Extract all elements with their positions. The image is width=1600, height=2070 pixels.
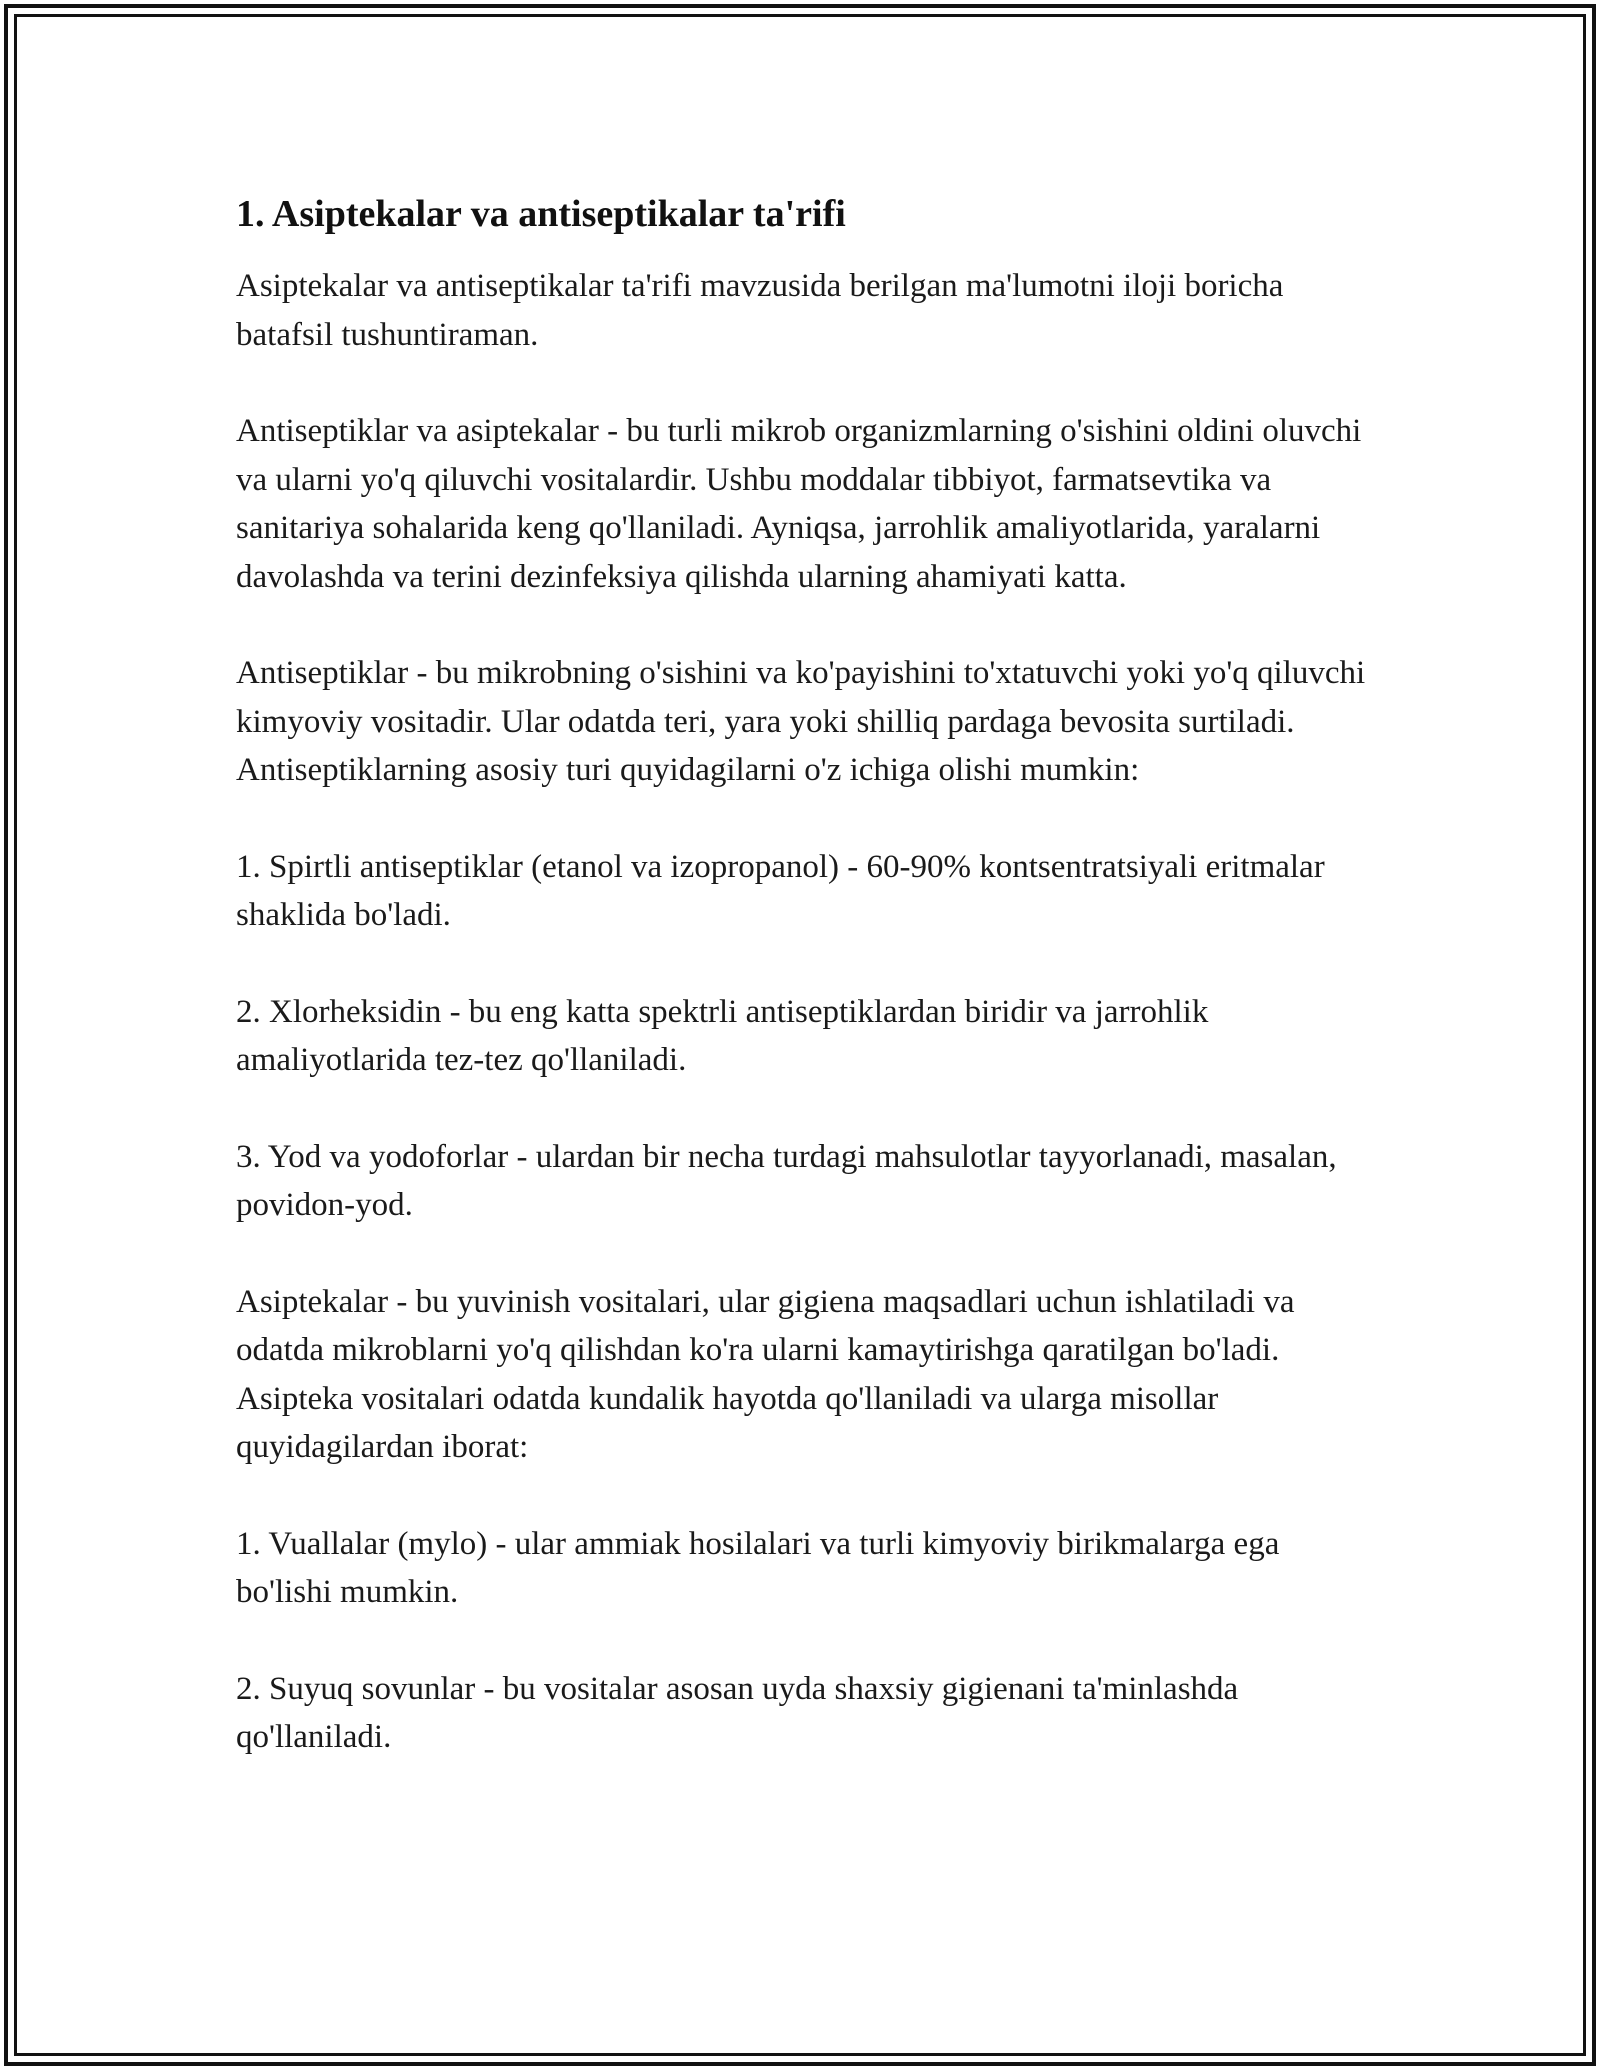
document-title: 1. Asiptekalar va antiseptikalar ta'rifi [236, 193, 846, 235]
paragraph-definition: Antiseptiklar va asiptekalar - bu turli mikrob organizmlarning o'sishini oldini oluvchi va ularni yo'q qiluvchi vositalardir. Ushbu moddalar tibbiyot, farmatsevtika va sanitariya sohalarida keng qo'llaniladi. Ayniqsa, jarrohlik amaliyotlarida, yaralarni davolashda va terini dezinfeksiya qilishda ularning ahamiyati katta. [236, 413, 1362, 595]
list-item-asipteka-1: 1. Vuallalar (mylo) - ular ammiak hosilalari va turli kimyoviy birikmalarga ega bo'lishi mumkin. [236, 1525, 1280, 1610]
paragraph-intro: Asiptekalar va antiseptikalar ta'rifi mavzusida berilgan ma'lumotni iloji boricha batafsil tushuntiraman. [236, 268, 1284, 353]
paragraph-asiptekalar: Asiptekalar - bu yuvinish vositalari, ular gigiena maqsadlari uchun ishlatiladi va odatda mikroblarni yo'q qilishdan ko'ra ularni kamaytirishga qaratilgan bo'ladi. Asipteka vositalari odatda kundalik hayotda qo'llaniladi va ularga misollar quyidagilardan iborat: [236, 1283, 1295, 1465]
document-body [236, 188, 1376, 1810]
list-item-antiseptic-3: 3. Yod va yodoforlar - ulardan bir necha turdagi mahsulotlar tayyorlanadi, masalan, povidon-yod. [236, 1138, 1337, 1223]
list-item-asipteka-2: 2. Suyuq sovunlar - bu vositalar asosan uyda shaxsiy gigienani ta'minlashda qo'llaniladi. [236, 1670, 1239, 1755]
list-item-antiseptic-1: 1. Spirtli antiseptiklar (etanol va izopropanol) - 60-90% kontsentratsiyali eritmalar shaklida bo'ladi. [236, 848, 1325, 933]
paragraph-antiseptics: Antiseptiklar - bu mikrobning o'sishini va ko'payishini to'xtatuvchi yoki yo'q qiluvchi kimyoviy vositadir. Ular odatda teri, yara yoki shilliq pardaga bevosita surtiladi. Antiseptiklarning asosiy turi quyidagilarni o'z ichiga olishi mumkin: [236, 655, 1366, 788]
list-item-antiseptic-2: 2. Xlorheksidin - bu eng katta spektrli antiseptiklardan biridir va jarrohlik amaliyotlarida tez-tez qo'llaniladi. [236, 993, 1209, 1078]
